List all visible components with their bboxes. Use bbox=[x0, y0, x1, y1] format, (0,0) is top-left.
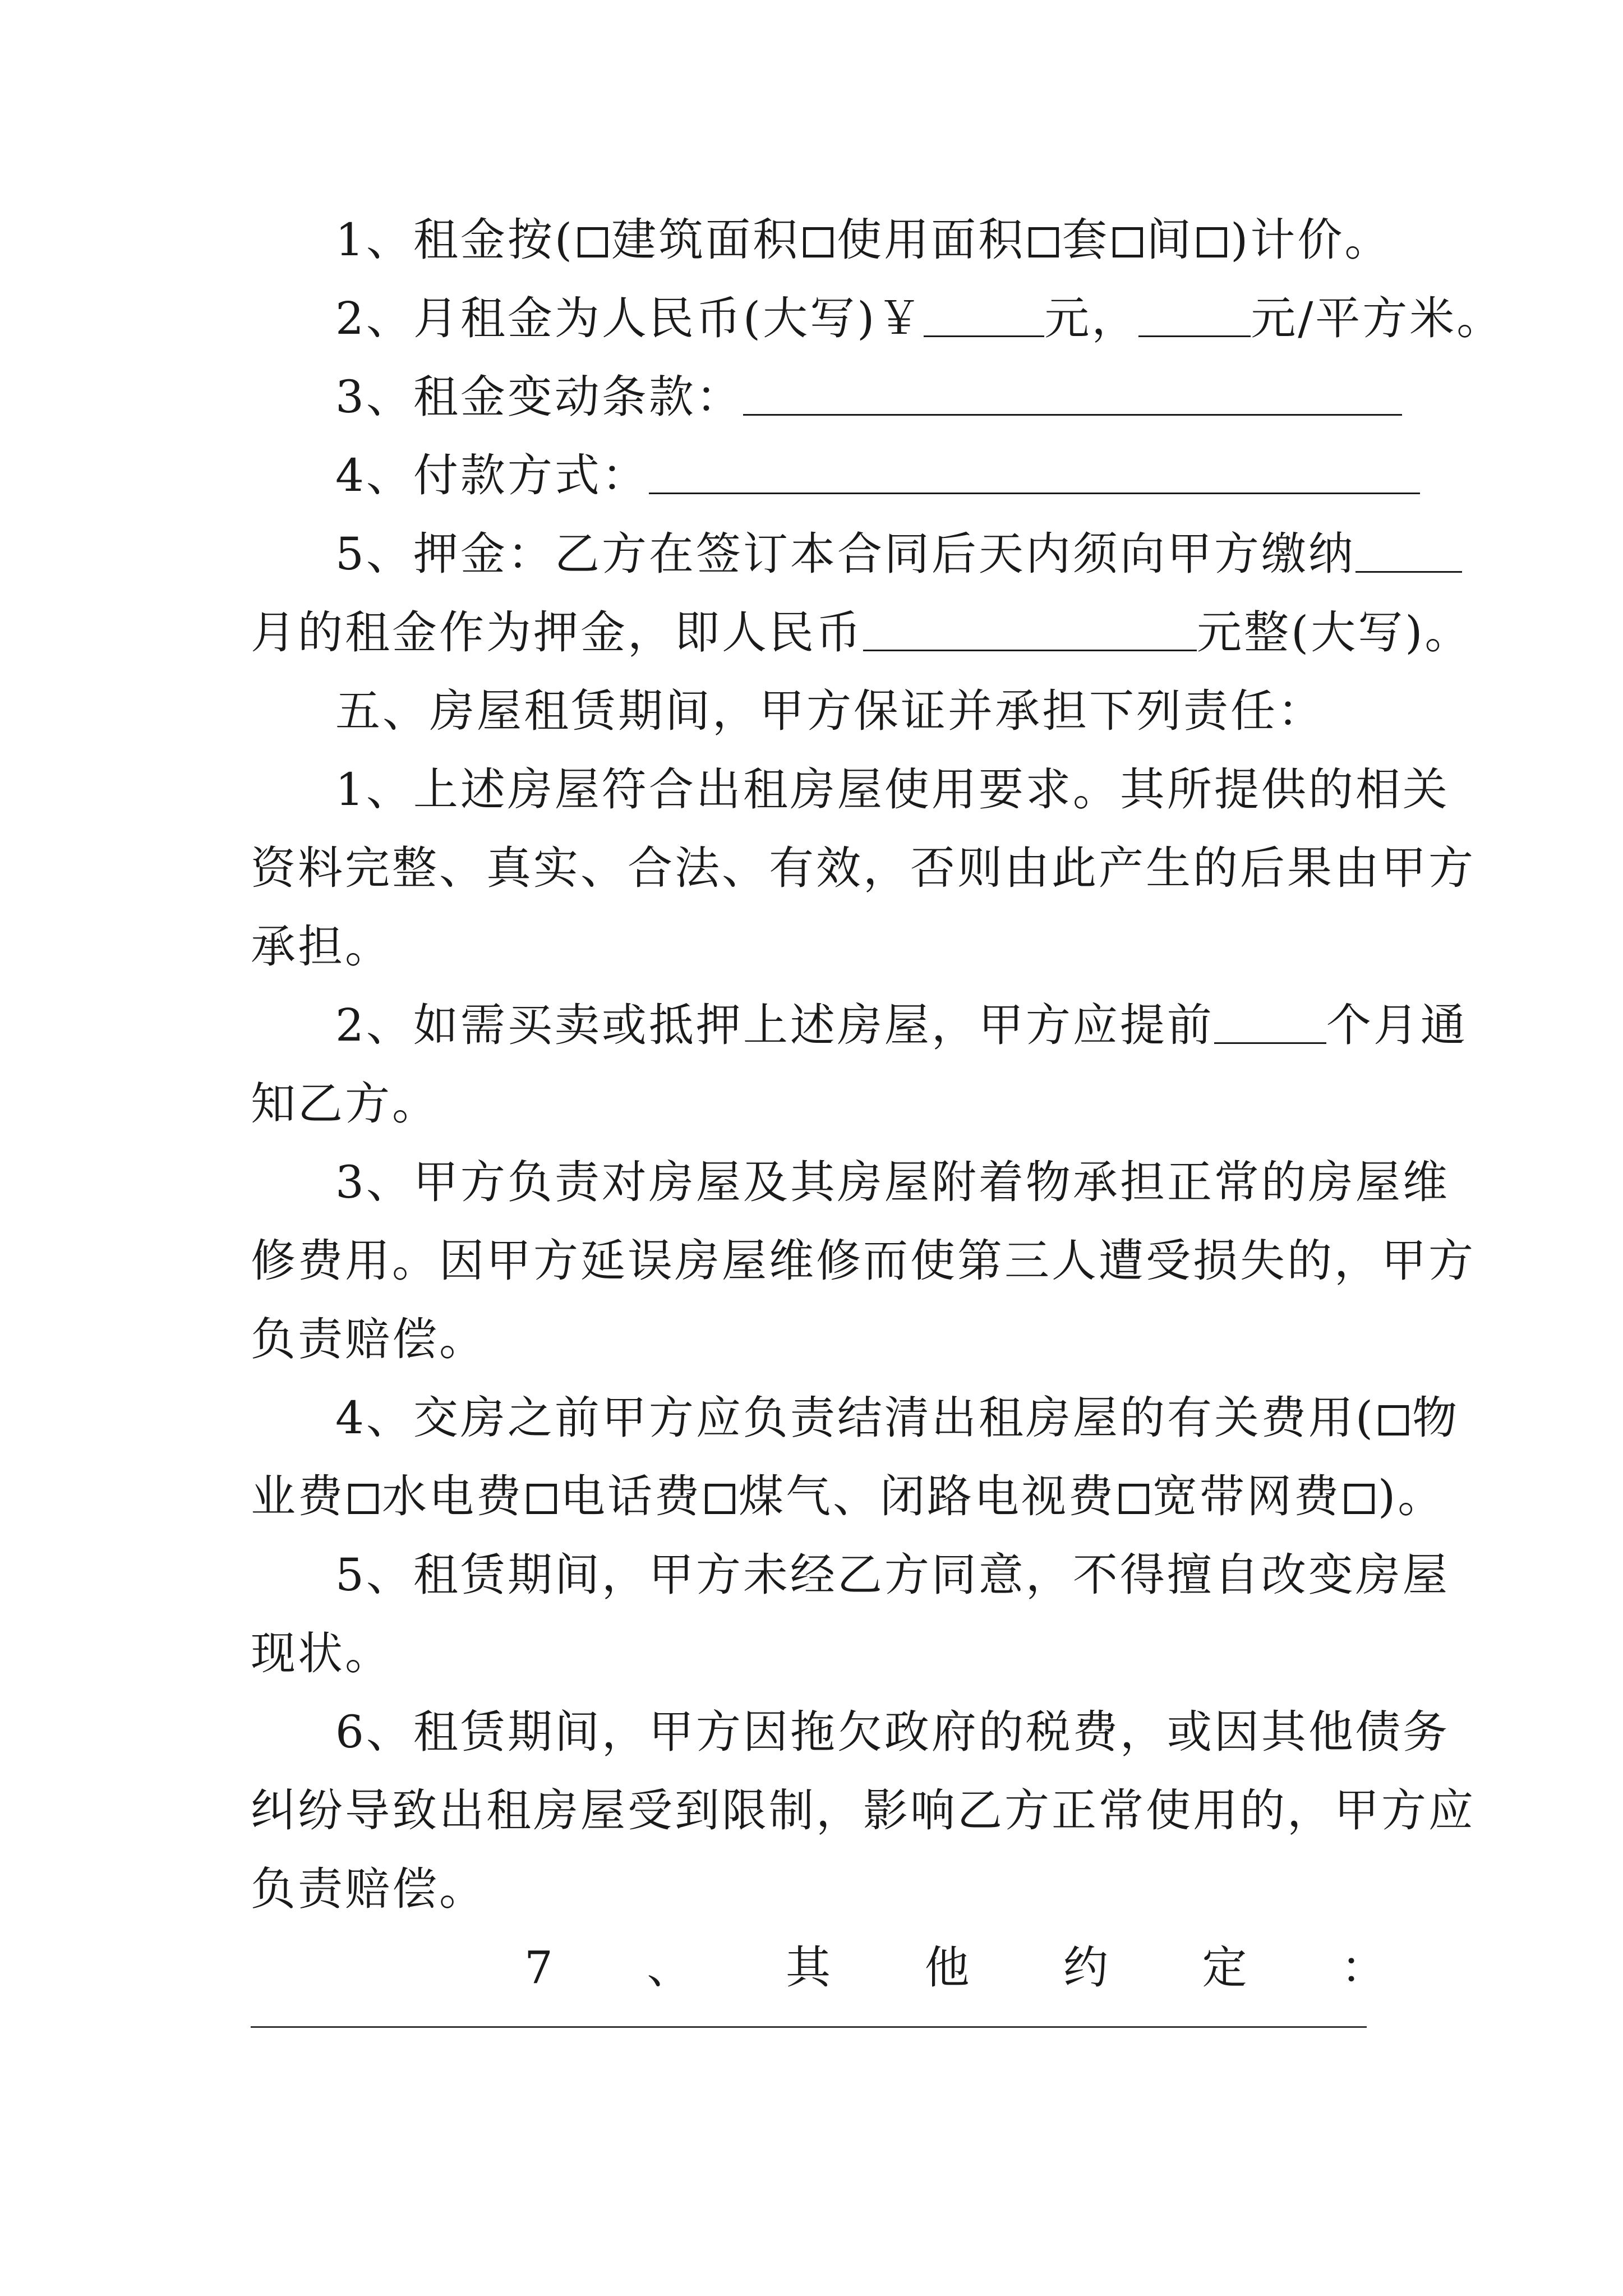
clause-other-agreements bbox=[524, 1940, 1388, 1996]
text: ： bbox=[1341, 1941, 1388, 1994]
text: 煤气、闭路电视费 bbox=[739, 1470, 1115, 1522]
text: 负责赔偿。 bbox=[251, 1863, 486, 1915]
blank-field bbox=[743, 377, 1402, 416]
text: 4、交房之前甲方应负责结清出租房屋的有关费用( bbox=[335, 1392, 1376, 1444]
para-text bbox=[335, 762, 1468, 818]
para-text bbox=[251, 840, 1476, 896]
text: )。 bbox=[1378, 1470, 1445, 1522]
text: 2、月租金为人民币(大写)￥ bbox=[335, 292, 924, 344]
para-text bbox=[251, 1469, 1445, 1525]
blank-field bbox=[1214, 1005, 1326, 1044]
text: 1、租金按( bbox=[335, 214, 575, 266]
text: 水电费 bbox=[382, 1470, 523, 1522]
para-text bbox=[335, 997, 1468, 1053]
para-text bbox=[335, 1547, 1468, 1603]
text: 、 bbox=[647, 1941, 694, 1994]
text: 资料完整、真实、合法、有效，否则由此产生的后果由甲方 bbox=[251, 842, 1476, 894]
clause-deposit bbox=[335, 526, 1468, 582]
text: 负责赔偿。 bbox=[251, 1313, 486, 1365]
text: 3、租金变动条款： bbox=[335, 371, 743, 423]
clause-monthly-rent bbox=[335, 291, 1504, 347]
text: 使用面积 bbox=[837, 214, 1026, 266]
clause-rent-basis bbox=[335, 212, 1468, 268]
text: 宽带网费 bbox=[1152, 1470, 1341, 1522]
text: 1、上述房屋符合出租房屋使用要求。其所提供的相关 bbox=[335, 763, 1450, 816]
checkbox-icon bbox=[1344, 1484, 1375, 1514]
para-text bbox=[251, 919, 1384, 975]
text: 约 bbox=[1063, 1941, 1110, 1994]
checkbox-icon bbox=[705, 1484, 735, 1514]
checkbox-icon bbox=[1029, 227, 1059, 257]
text: 套 bbox=[1062, 214, 1110, 266]
checkbox-icon bbox=[1197, 227, 1227, 257]
text: 知乙方。 bbox=[251, 1078, 439, 1130]
blank-field bbox=[863, 613, 1197, 651]
text: 5、租赁期间，甲方未经乙方同意，不得擅自改变房屋 bbox=[335, 1549, 1450, 1601]
checkbox-icon bbox=[1119, 1484, 1149, 1514]
para-text bbox=[251, 1312, 1384, 1368]
text: 五、房屋租赁期间，甲方保证并承担下列责任： bbox=[335, 685, 1325, 737]
text: 月的租金作为押金，即人民币 bbox=[251, 606, 863, 659]
checkbox-icon bbox=[803, 227, 833, 257]
checkbox-icon bbox=[1378, 1405, 1409, 1435]
text: 5、押金：乙方在签订本合同后天内须向甲方缴纳 bbox=[335, 528, 1355, 580]
text: 元整(大写)。 bbox=[1197, 606, 1472, 659]
para-text bbox=[251, 1233, 1476, 1289]
text: 建筑面积 bbox=[611, 214, 800, 266]
blank-field bbox=[924, 298, 1044, 337]
para-text bbox=[251, 1626, 1384, 1682]
text: 7 bbox=[524, 1941, 555, 1994]
checkbox-icon bbox=[1113, 227, 1143, 257]
blank-line-divider bbox=[251, 2026, 1367, 2028]
section-heading-five bbox=[335, 683, 1468, 739]
text: 4、付款方式： bbox=[335, 449, 649, 501]
clause-payment-method bbox=[335, 448, 1468, 504]
text: 物 bbox=[1412, 1392, 1460, 1444]
text: 3、甲方负责对房屋及其房屋附着物承担正常的房屋维 bbox=[335, 1156, 1450, 1208]
text: 6、租赁期间，甲方因拖欠政府的税费，或因其他债务 bbox=[335, 1706, 1450, 1758]
para-text bbox=[251, 1076, 1384, 1132]
para-text bbox=[335, 1704, 1468, 1760]
blank-field bbox=[649, 455, 1420, 494]
text: 业费 bbox=[251, 1470, 345, 1522]
text: 承担。 bbox=[251, 921, 392, 973]
blank-field bbox=[1138, 298, 1251, 337]
text: 纠纷导致出租房屋受到限制，影响乙方正常使用的，甲方应 bbox=[251, 1784, 1476, 1837]
text: )计价。 bbox=[1230, 214, 1392, 266]
text: 其 bbox=[785, 1941, 833, 1994]
text: 现状。 bbox=[251, 1627, 392, 1680]
text: 个月通 bbox=[1326, 999, 1468, 1051]
text: 电话费 bbox=[560, 1470, 702, 1522]
checkbox-icon bbox=[578, 227, 608, 257]
para-text bbox=[251, 1783, 1476, 1839]
checkbox-icon bbox=[527, 1484, 557, 1514]
para-text bbox=[251, 1861, 1384, 1917]
clause-deposit-cont bbox=[251, 605, 1472, 661]
text: 2、如需买卖或抵押上述房屋，甲方应提前 bbox=[335, 999, 1214, 1051]
para-text bbox=[335, 1390, 1468, 1446]
text: 元/平方米。 bbox=[1251, 292, 1504, 344]
text: 间 bbox=[1146, 214, 1194, 266]
text: 修费用。因甲方延误房屋维修而使第三人遭受损失的，甲方 bbox=[251, 1235, 1476, 1287]
checkbox-icon bbox=[348, 1484, 379, 1514]
text: 元， bbox=[1044, 292, 1139, 344]
text: 他 bbox=[924, 1941, 972, 1994]
clause-rent-change bbox=[335, 369, 1468, 425]
text: 定 bbox=[1202, 1941, 1249, 1994]
blank-field bbox=[1355, 534, 1462, 573]
para-text bbox=[335, 1154, 1468, 1211]
